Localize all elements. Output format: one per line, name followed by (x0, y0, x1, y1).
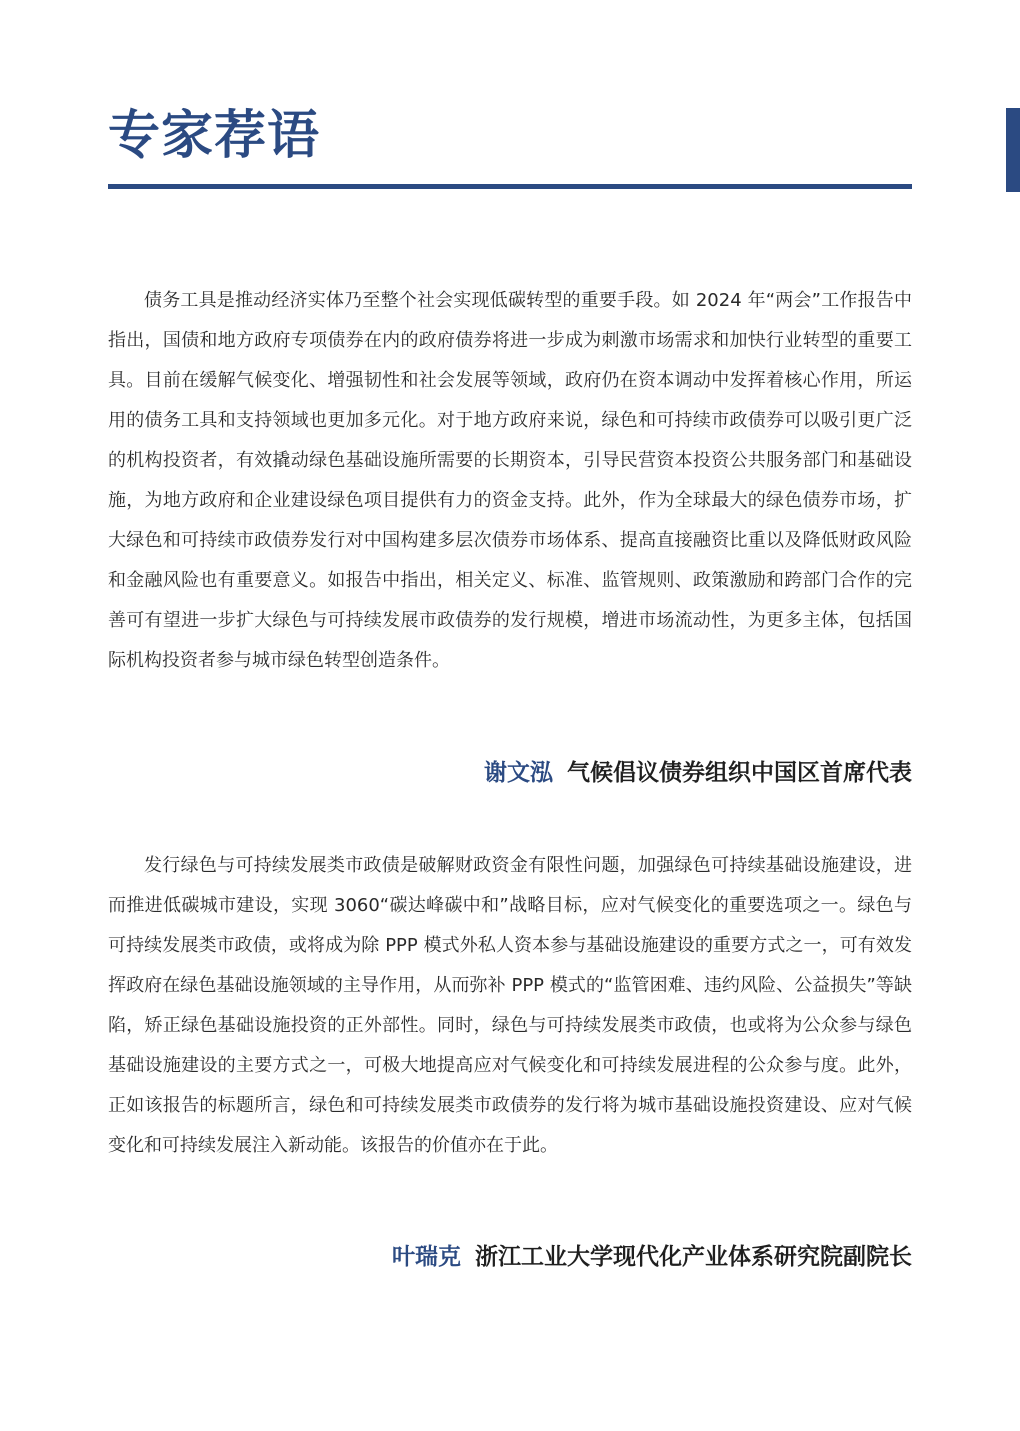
recommendation-text-1: 债务工具是推动经济实体乃至整个社会实现低碳转型的重要手段。如 2024 年“两会”工作报告中指出，国债和地方政府专项债券在内的政府债券将进一步成为刺激市场需求和加快行业转型的重要工具。目前在缓解气候变化、增强韧性和社会发展等领域，政府仍在资本调动中发挥着核心作用，所运用的债务工具和支持领域也更加多元化。对于地方政府来说，绿色和可持续市政债券可以吸引更广泛的机构投资者，有效撬动绿色基础设施所需要的长期资本，引导民营资本投资公共服务部门和基础设施，为地方政府和企业建设绿色项目提供有力的资金支持。此外，作为全球最大的绿色债券市场，扩大绿色和可持续市政债券发行对中国构建多层次债券市场体系、提高直接融资比重以及降低财政风险和金融风险也有重要意义。如报告中指出，相关定义、标准、监管规则、政策激励和跨部门合作的完善可有望进一步扩大绿色与可持续发展市政债券的发行规模，增进市场流动性，为更多主体，包括国际机构投资者参与城市绿色转型创造条件。 (108, 290, 912, 671)
recommendation-text-2: 发行绿色与可持续发展类市政债是破解财政资金有限性问题，加强绿色可持续基础设施建设，进而推进低碳城市建设，实现 3060“碳达峰碳中和”战略目标，应对气候变化的重要选项之一。绿色与可持续发展类市政债，或将成为除 PPP 模式外私人资本参与基础设施建设的重要方式之一，可有效发挥政府在绿色基础设施领域的主导作用，从而弥补 PPP 模式的“监管困难、违约风险、公益损失”等缺陷，矫正绿色基础设施投资的正外部性。同时，绿色与可持续发展类市政债，也或将为公众参与绿色基础设施建设的主要方式之一，可极大地提高应对气候变化和可持续发展进程的公众参与度。此外，正如该报告的标题所言，绿色和可持续发展类市政债券的发行将为城市基础设施投资建设、应对气候变化和可持续发展注入新动能。该报告的价值亦在于此。 (108, 855, 912, 1156)
recommendation-attribution-1 (484, 757, 912, 789)
author-name-1: 谢文泓 (484, 760, 553, 786)
page-title: 专家荐语 (108, 106, 321, 166)
author-role-2: 浙江工业大学现代化产业体系研究院副院长 (475, 1244, 912, 1270)
author-role-1: 气候倡议债券组织中国区首席代表 (567, 760, 912, 786)
recommendation-attribution-2 (392, 1241, 912, 1273)
title-divider (108, 184, 912, 189)
side-tab-marker (1006, 108, 1020, 192)
author-name-2: 叶瑞克 (392, 1244, 461, 1270)
